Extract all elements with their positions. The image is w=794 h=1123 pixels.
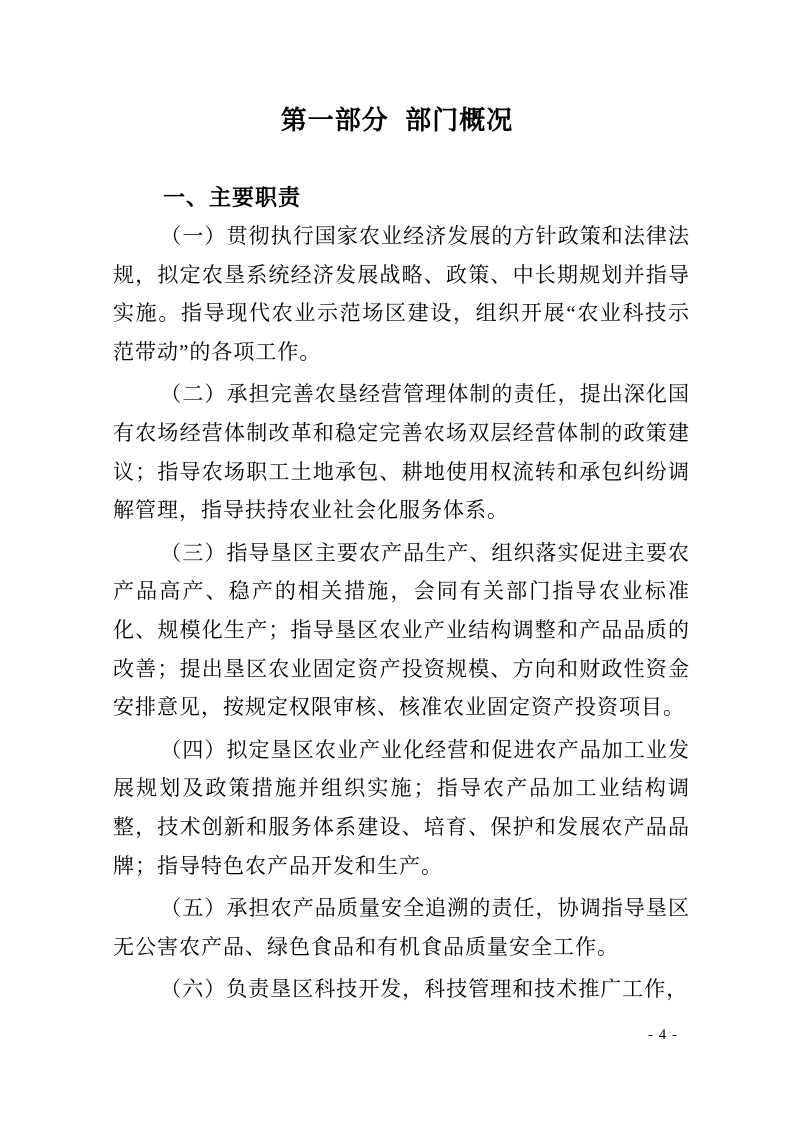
body-paragraph-3: （三）指导垦区主要农产品生产、组织落实促进主要农产品高产、稳产的相关措施，会同有关部门指导农业标准化、规模化生产；指导垦区农业产业结构调整和产品品质的改善；提出垦区农业固定资产投资规模、方向和财政性资金安排意见，按规定权限审核、核准农业固定资产投资项目。 (113, 540, 690, 720)
body-paragraph-2: （二）承担完善农垦经营管理体制的责任，提出深化国有农场经营体制改革和稳定完善农场双层经营体制的政策建议；指导农场职工土地承包、耕地使用权流转和承包纠纷调解管理，指导扶持农业社会化服务体系。 (113, 382, 690, 523)
page-number: - 4 - (648, 1027, 678, 1043)
document-title: 第一部分 部门概况 (280, 105, 514, 135)
body-paragraph-1: （一）贯彻执行国家农业经济发展的方针政策和法律法规，拟定农垦系统经济发展战略、政策、中长期规划并指导实施。指导现代农业示范场区建设，组织开展“农业科技示范带动”的各项工作。 (113, 224, 690, 364)
body-paragraph-6: （六）负责垦区科技开发，科技管理和技术推广工作， (160, 977, 689, 1002)
document-body (113, 217, 690, 1013)
section-heading: 一、主要职责 (163, 185, 302, 210)
body-paragraph-4: （四）拟定垦区农业产业化经营和促进农产品加工业发展规划及政策措施并组织实施；指导农产品加工业结构调整，技术创新和服务体系建设、培育、保护和发展农产品品牌；指导特色农产品开发和生产。 (113, 737, 690, 878)
body-paragraph-5: （五）承担农产品质量安全追溯的责任，协调指导垦区无公害农产品、绿色食品和有机食品质量安全工作。 (113, 896, 690, 959)
